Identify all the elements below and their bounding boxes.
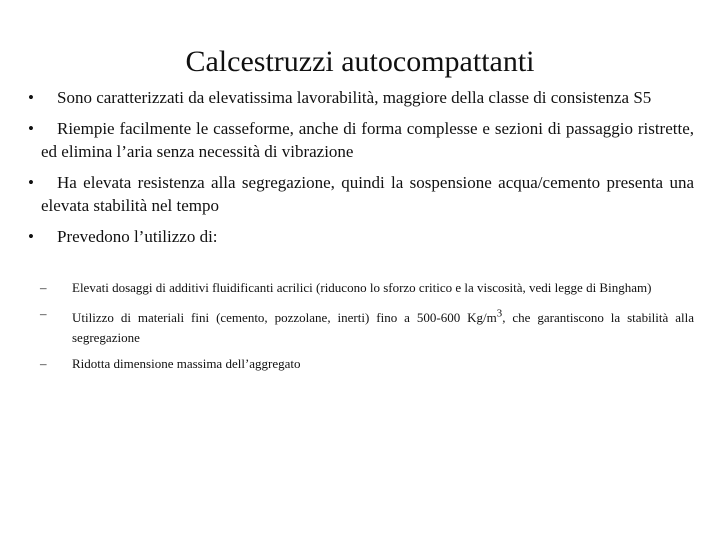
- dash-icon: –: [40, 356, 47, 372]
- bullet-item: [28, 86, 694, 109]
- sub-item-text: Elevati dosaggi di additivi fluidificanti acrilici (riducono lo sforzo critico e la viscosità, vedi legge di Bingham): [72, 280, 652, 295]
- sub-item: [40, 304, 694, 348]
- bullet-dot-icon: •: [28, 227, 34, 246]
- bullet-item: [28, 171, 694, 217]
- bullet-item: [28, 225, 694, 248]
- bullet-text: Ha elevata resistenza alla segregazione, quindi la sospensione acqua/cemento presenta una elevata stabilità nel tempo: [41, 173, 694, 215]
- bullet-text: Sono caratterizzati da elevatissima lavorabilità, maggiore della classe di consistenza S5: [57, 88, 652, 107]
- bullet-dot-icon: •: [28, 173, 34, 192]
- sub-item-text: Ridotta dimensione massima dell’aggregato: [72, 356, 301, 372]
- sub-item: [40, 278, 694, 298]
- bullet-item: [28, 117, 694, 163]
- sub-item-text: [72, 310, 694, 345]
- sub-bullet-list: [40, 278, 694, 380]
- dash-icon: –: [40, 306, 47, 321]
- bullet-list: [28, 86, 694, 256]
- bullet-dot-icon: •: [28, 119, 34, 138]
- bullet-text: Prevedono l’utilizzo di:: [57, 227, 218, 246]
- superscript: 3: [496, 308, 503, 320]
- sub-item: [40, 354, 694, 374]
- dash-icon: –: [40, 280, 47, 295]
- slide-title: Calcestruzzi autocompattanti: [185, 45, 535, 78]
- bullet-text: Riempie facilmente le casseforme, anche di forma complesse e sezioni di passaggio ristrette, ed elimina l’aria senza necessità di vibrazione: [41, 119, 694, 161]
- sub-item-text-after: , che garantiscono la stabilità alla segregazione: [72, 310, 695, 346]
- bullet-dot-icon: •: [28, 88, 34, 107]
- sub-item-text-before: Utilizzo di materiali fini (cemento, pozzolane, inerti) fino a 500-600 Kg/m: [72, 310, 497, 326]
